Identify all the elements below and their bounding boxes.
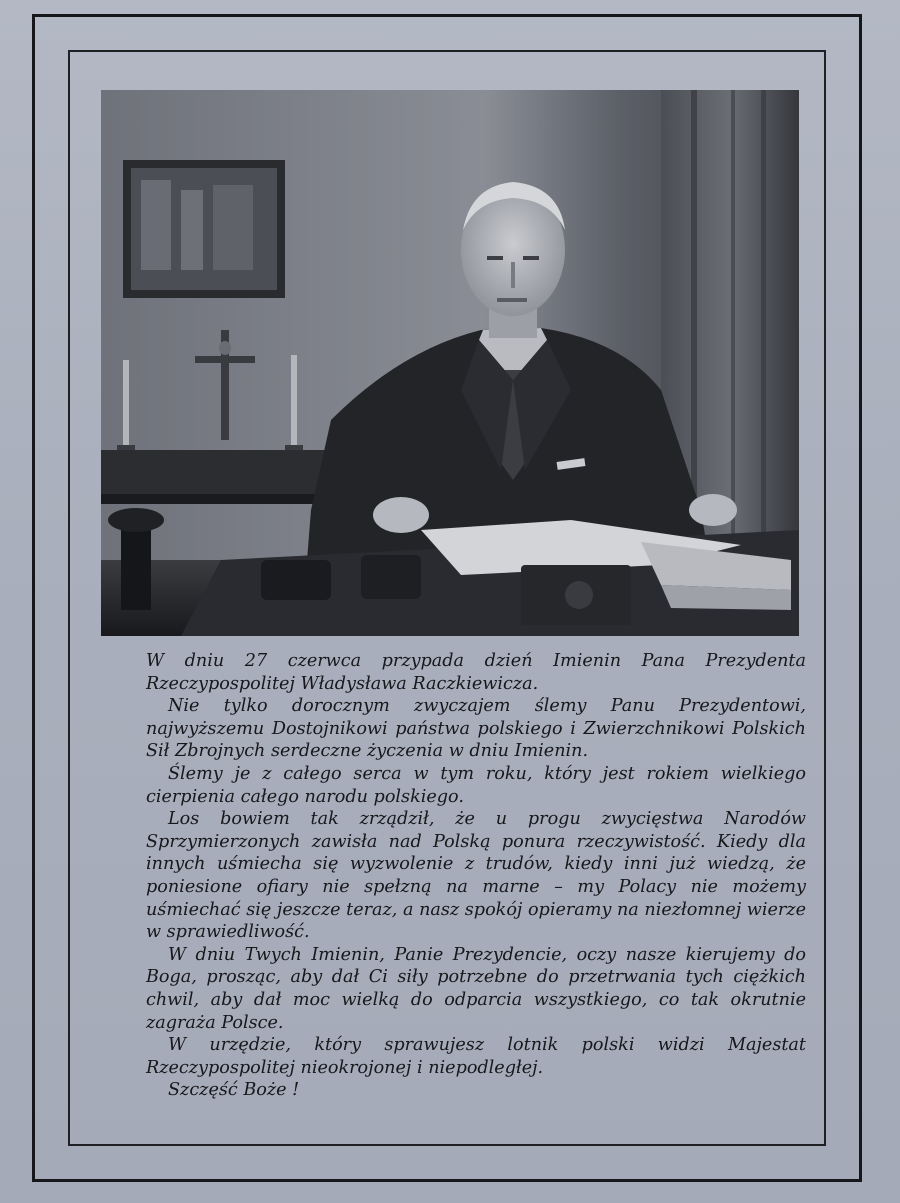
signoff: Szczęść Boże ! — [168, 1080, 300, 1101]
paragraph-6: W urzędzie, który sprawujesz lotnik polski widzi Majestat Rzeczypospolitej nieokrojonej i niepodległej. — [146, 1035, 806, 1078]
portrait-photo-illustration — [101, 90, 799, 636]
paragraph-3: Ślemy je z całego serca w tym roku, który jest rokiem wielkiego cierpienia całego narodu polskiego. — [146, 763, 806, 807]
paragraph-4: Los bowiem tak zrządził, że u progu zwycięstwa Narodów Sprzymierzonych zawisła nad Polską ponura rzeczywistość. Kiedy dla innych uśmiecha się wyzwolenie z trudów, kiedy inni już wiedzą, że poniesione ofiary nie spełzną na marne – my Polacy nie możemy uśmiechać się jeszcze teraz, a nasz spokój opieramy na niezłomnej wierze w sprawiedliwość. — [146, 809, 806, 943]
paragraph-2: Nie tylko dorocznym zwyczajem ślemy Panu Prezydentowi, najwyższemu Dostojnikowi państwa polskiego i Zwierzchnikowi Polskich Sił Zbrojnych serdeczne życzenia w dniu Imienin. — [146, 696, 806, 762]
paragraph-5: W dniu Twych Imienin, Panie Prezydencie, oczy nasze kierujemy do Boga, prosząc, aby dał Ci siły potrzebne do przetrwania tych ciężkich chwil, aby dał moc wielką do odparcia wszystkiego, co tak okrutnie zagraża Polsce. — [146, 944, 806, 1033]
dedication-text — [146, 650, 806, 1102]
portrait-photograph — [101, 90, 799, 636]
paragraph-1: W dniu 27 czerwca przypada dzień Imienin Pana Prezydenta Rzeczypospolitej Władysława Raczkiewicza. — [146, 651, 806, 694]
